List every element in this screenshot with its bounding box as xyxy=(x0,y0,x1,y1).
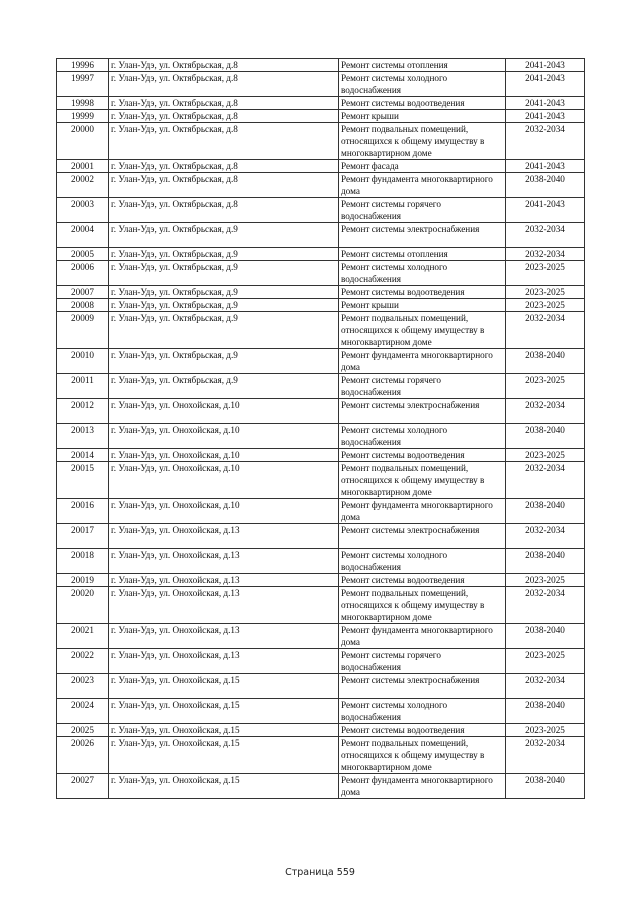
work-type-cell: Ремонт подвальных помещений, относящихся к общему имуществу в многоквартирном доме xyxy=(339,587,506,624)
address-cell: г. Улан-Удэ, ул. Октябрьская, д.9 xyxy=(109,374,339,399)
work-type-cell: Ремонт системы горячего водоснабжения xyxy=(339,649,506,674)
table-row xyxy=(57,299,585,312)
work-type-cell: Ремонт подвальных помещений, относящихся к общему имуществу в многоквартирном доме xyxy=(339,462,506,499)
row-number-cell: 20018 xyxy=(57,549,109,574)
period-cell: 2023-2025 xyxy=(506,286,585,299)
table-row xyxy=(57,248,585,261)
period-cell: 2032-2034 xyxy=(506,674,585,699)
table-row xyxy=(57,587,585,624)
row-number-cell: 20009 xyxy=(57,312,109,349)
table-row xyxy=(57,649,585,674)
row-number-cell: 20024 xyxy=(57,699,109,724)
work-type-cell: Ремонт фундамента многоквартирного дома xyxy=(339,774,506,799)
work-type-cell: Ремонт системы электроснабжения xyxy=(339,524,506,549)
table-row xyxy=(57,624,585,649)
row-number-cell: 20026 xyxy=(57,737,109,774)
row-number-cell: 20020 xyxy=(57,587,109,624)
period-cell: 2038-2040 xyxy=(506,699,585,724)
period-cell: 2023-2025 xyxy=(506,649,585,674)
table-row xyxy=(57,374,585,399)
row-number-cell: 20023 xyxy=(57,674,109,699)
table-row xyxy=(57,462,585,499)
table-row xyxy=(57,223,585,248)
table-row xyxy=(57,524,585,549)
period-cell: 2032-2034 xyxy=(506,123,585,160)
table-row xyxy=(57,424,585,449)
period-cell: 2032-2034 xyxy=(506,399,585,424)
address-cell: г. Улан-Удэ, ул. Октябрьская, д.8 xyxy=(109,59,339,72)
address-cell: г. Улан-Удэ, ул. Октябрьская, д.8 xyxy=(109,160,339,173)
period-cell: 2032-2034 xyxy=(506,524,585,549)
address-cell: г. Улан-Удэ, ул. Октябрьская, д.9 xyxy=(109,312,339,349)
row-number-cell: 20003 xyxy=(57,198,109,223)
work-type-cell: Ремонт фундамента многоквартирного дома xyxy=(339,173,506,198)
table-row xyxy=(57,574,585,587)
row-number-cell: 20016 xyxy=(57,499,109,524)
period-cell: 2041-2043 xyxy=(506,59,585,72)
period-cell: 2038-2040 xyxy=(506,774,585,799)
period-cell: 2023-2025 xyxy=(506,449,585,462)
address-cell: г. Улан-Удэ, ул. Онохойская, д.15 xyxy=(109,699,339,724)
repair-schedule-table xyxy=(56,58,585,799)
table-row xyxy=(57,72,585,97)
address-cell: г. Улан-Удэ, ул. Октябрьская, д.9 xyxy=(109,299,339,312)
work-type-cell: Ремонт системы водоотведения xyxy=(339,286,506,299)
address-cell: г. Улан-Удэ, ул. Онохойская, д.13 xyxy=(109,574,339,587)
work-type-cell: Ремонт системы водоотведения xyxy=(339,724,506,737)
period-cell: 2038-2040 xyxy=(506,549,585,574)
address-cell: г. Улан-Удэ, ул. Онохойская, д.15 xyxy=(109,674,339,699)
row-number-cell: 20013 xyxy=(57,424,109,449)
period-cell: 2032-2034 xyxy=(506,312,585,349)
period-cell: 2032-2034 xyxy=(506,248,585,261)
period-cell: 2038-2040 xyxy=(506,173,585,198)
table-row xyxy=(57,737,585,774)
period-cell: 2032-2034 xyxy=(506,737,585,774)
work-type-cell: Ремонт системы холодного водоснабжения xyxy=(339,549,506,574)
address-cell: г. Улан-Удэ, ул. Октябрьская, д.9 xyxy=(109,349,339,374)
address-cell: г. Улан-Удэ, ул. Октябрьская, д.9 xyxy=(109,261,339,286)
table-row xyxy=(57,699,585,724)
row-number-cell: 20001 xyxy=(57,160,109,173)
period-cell: 2041-2043 xyxy=(506,160,585,173)
period-cell: 2023-2025 xyxy=(506,724,585,737)
period-cell: 2038-2040 xyxy=(506,424,585,449)
row-number-cell: 19999 xyxy=(57,110,109,123)
row-number-cell: 20005 xyxy=(57,248,109,261)
period-cell: 2023-2025 xyxy=(506,299,585,312)
work-type-cell: Ремонт системы водоотведения xyxy=(339,449,506,462)
row-number-cell: 20019 xyxy=(57,574,109,587)
work-type-cell: Ремонт системы отопления xyxy=(339,59,506,72)
row-number-cell: 20025 xyxy=(57,724,109,737)
row-number-cell: 19998 xyxy=(57,97,109,110)
address-cell: г. Улан-Удэ, ул. Октябрьская, д.9 xyxy=(109,223,339,248)
table-row xyxy=(57,123,585,160)
address-cell: г. Улан-Удэ, ул. Октябрьская, д.8 xyxy=(109,173,339,198)
address-cell: г. Улан-Удэ, ул. Онохойская, д.15 xyxy=(109,724,339,737)
row-number-cell: 20027 xyxy=(57,774,109,799)
address-cell: г. Улан-Удэ, ул. Октябрьская, д.8 xyxy=(109,123,339,160)
row-number-cell: 20008 xyxy=(57,299,109,312)
work-type-cell: Ремонт фасада xyxy=(339,160,506,173)
period-cell: 2038-2040 xyxy=(506,624,585,649)
row-number-cell: 20006 xyxy=(57,261,109,286)
table-row xyxy=(57,399,585,424)
row-number-cell: 19996 xyxy=(57,59,109,72)
work-type-cell: Ремонт фундамента многоквартирного дома xyxy=(339,349,506,374)
address-cell: г. Улан-Удэ, ул. Онохойская, д.13 xyxy=(109,524,339,549)
work-type-cell: Ремонт подвальных помещений, относящихся к общему имуществу в многоквартирном доме xyxy=(339,737,506,774)
work-type-cell: Ремонт системы электроснабжения xyxy=(339,223,506,248)
period-cell: 2038-2040 xyxy=(506,499,585,524)
work-type-cell: Ремонт крыши xyxy=(339,299,506,312)
address-cell: г. Улан-Удэ, ул. Октябрьская, д.8 xyxy=(109,110,339,123)
address-cell: г. Улан-Удэ, ул. Онохойская, д.10 xyxy=(109,424,339,449)
period-cell: 2041-2043 xyxy=(506,72,585,97)
address-cell: г. Улан-Удэ, ул. Октябрьская, д.8 xyxy=(109,97,339,110)
table-row xyxy=(57,286,585,299)
table-row xyxy=(57,549,585,574)
work-type-cell: Ремонт системы горячего водоснабжения xyxy=(339,198,506,223)
address-cell: г. Улан-Удэ, ул. Онохойская, д.10 xyxy=(109,462,339,499)
row-number-cell: 20017 xyxy=(57,524,109,549)
table-row xyxy=(57,97,585,110)
period-cell: 2023-2025 xyxy=(506,374,585,399)
table-row xyxy=(57,349,585,374)
address-cell: г. Улан-Удэ, ул. Октябрьская, д.8 xyxy=(109,198,339,223)
row-number-cell: 20007 xyxy=(57,286,109,299)
work-type-cell: Ремонт системы электроснабжения xyxy=(339,399,506,424)
address-cell: г. Улан-Удэ, ул. Онохойская, д.10 xyxy=(109,399,339,424)
work-type-cell: Ремонт системы электроснабжения xyxy=(339,674,506,699)
work-type-cell: Ремонт фундамента многоквартирного дома xyxy=(339,624,506,649)
table-row xyxy=(57,110,585,123)
row-number-cell: 20010 xyxy=(57,349,109,374)
row-number-cell: 20015 xyxy=(57,462,109,499)
work-type-cell: Ремонт системы горячего водоснабжения xyxy=(339,374,506,399)
period-cell: 2041-2043 xyxy=(506,97,585,110)
period-cell: 2032-2034 xyxy=(506,587,585,624)
work-type-cell: Ремонт системы отопления xyxy=(339,248,506,261)
row-number-cell: 20022 xyxy=(57,649,109,674)
address-cell: г. Улан-Удэ, ул. Онохойская, д.13 xyxy=(109,649,339,674)
work-type-cell: Ремонт фундамента многоквартирного дома xyxy=(339,499,506,524)
period-cell: 2041-2043 xyxy=(506,110,585,123)
table-row xyxy=(57,449,585,462)
table-row xyxy=(57,173,585,198)
work-type-cell: Ремонт крыши xyxy=(339,110,506,123)
table-row xyxy=(57,261,585,286)
work-type-cell: Ремонт системы холодного водоснабжения xyxy=(339,699,506,724)
period-cell: 2038-2040 xyxy=(506,349,585,374)
row-number-cell: 20021 xyxy=(57,624,109,649)
address-cell: г. Улан-Удэ, ул. Онохойская, д.13 xyxy=(109,549,339,574)
address-cell: г. Улан-Удэ, ул. Онохойская, д.10 xyxy=(109,499,339,524)
row-number-cell: 20000 xyxy=(57,123,109,160)
table-row xyxy=(57,59,585,72)
row-number-cell: 20004 xyxy=(57,223,109,248)
row-number-cell: 20002 xyxy=(57,173,109,198)
work-type-cell: Ремонт системы холодного водоснабжения xyxy=(339,261,506,286)
table-row xyxy=(57,674,585,699)
address-cell: г. Улан-Удэ, ул. Онохойская, д.13 xyxy=(109,624,339,649)
table-body xyxy=(57,59,585,799)
table-row xyxy=(57,198,585,223)
period-cell: 2032-2034 xyxy=(506,223,585,248)
work-type-cell: Ремонт системы холодного водоснабжения xyxy=(339,424,506,449)
page-number: Страница 559 xyxy=(285,867,355,878)
address-cell: г. Улан-Удэ, ул. Октябрьская, д.9 xyxy=(109,248,339,261)
work-type-cell: Ремонт системы водоотведения xyxy=(339,97,506,110)
work-type-cell: Ремонт системы холодного водоснабжения xyxy=(339,72,506,97)
period-cell: 2032-2034 xyxy=(506,462,585,499)
address-cell: г. Улан-Удэ, ул. Онохойская, д.13 xyxy=(109,587,339,624)
address-cell: г. Улан-Удэ, ул. Октябрьская, д.9 xyxy=(109,286,339,299)
table-row xyxy=(57,160,585,173)
address-cell: г. Улан-Удэ, ул. Онохойская, д.15 xyxy=(109,774,339,799)
row-number-cell: 19997 xyxy=(57,72,109,97)
table-row xyxy=(57,312,585,349)
work-type-cell: Ремонт подвальных помещений, относящихся к общему имуществу в многоквартирном доме xyxy=(339,123,506,160)
address-cell: г. Улан-Удэ, ул. Онохойская, д.10 xyxy=(109,449,339,462)
address-cell: г. Улан-Удэ, ул. Октябрьская, д.8 xyxy=(109,72,339,97)
table-row xyxy=(57,724,585,737)
address-cell: г. Улан-Удэ, ул. Онохойская, д.15 xyxy=(109,737,339,774)
row-number-cell: 20011 xyxy=(57,374,109,399)
period-cell: 2023-2025 xyxy=(506,574,585,587)
period-cell: 2023-2025 xyxy=(506,261,585,286)
row-number-cell: 20012 xyxy=(57,399,109,424)
period-cell: 2041-2043 xyxy=(506,198,585,223)
table-row xyxy=(57,774,585,799)
work-type-cell: Ремонт подвальных помещений, относящихся к общему имуществу в многоквартирном доме xyxy=(339,312,506,349)
row-number-cell: 20014 xyxy=(57,449,109,462)
table-row xyxy=(57,499,585,524)
work-type-cell: Ремонт системы водоотведения xyxy=(339,574,506,587)
